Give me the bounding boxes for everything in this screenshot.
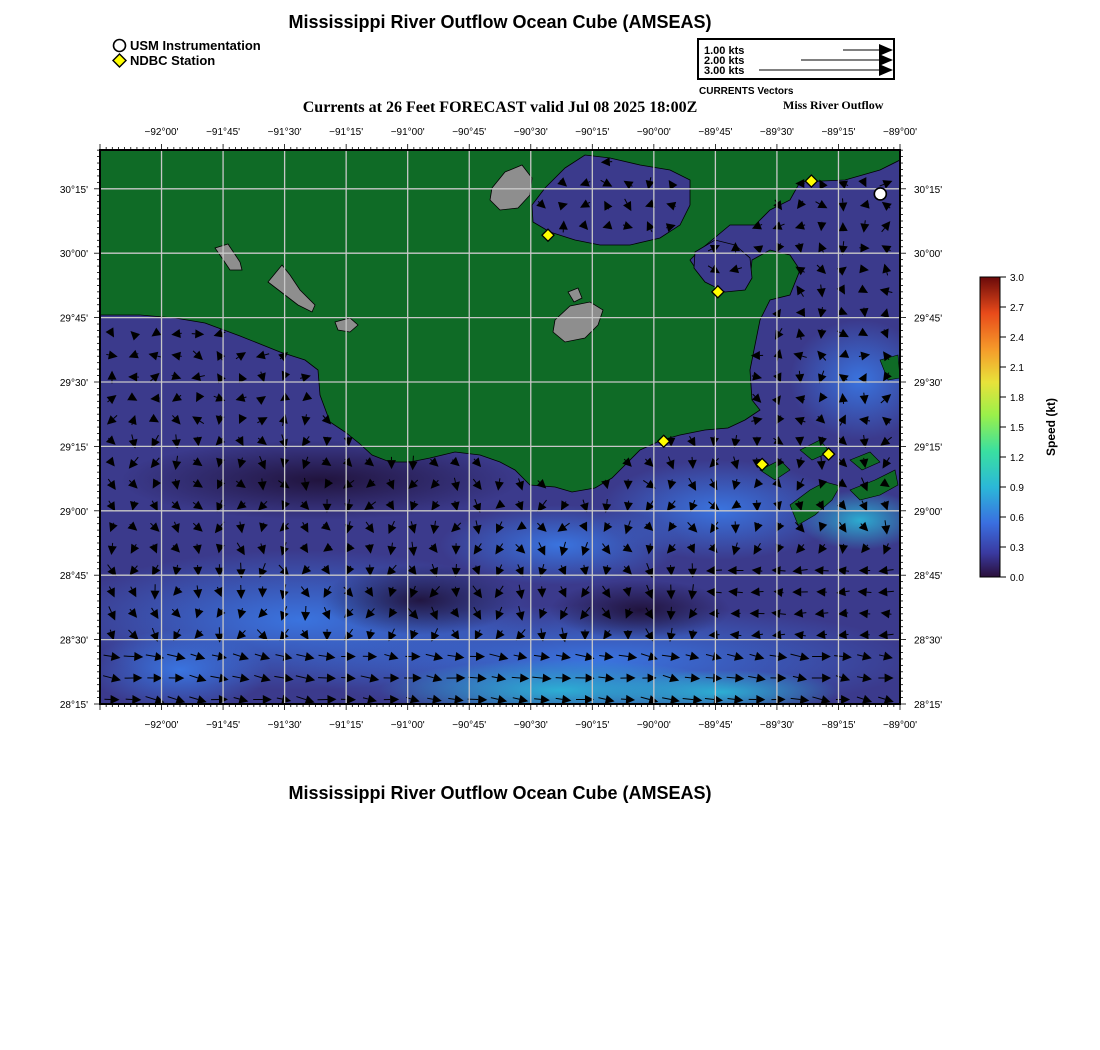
longitude-tick-label: −90°00' — [636, 127, 671, 138]
colorbar-tick-label: 3.0 — [1010, 273, 1024, 284]
vector-key-entry-1: 1.00 kts — [704, 45, 745, 57]
usm-station-marker — [874, 188, 886, 200]
map-subtitle: Currents at 26 Feet FORECAST valid Jul 08 2025 18:00Z — [302, 99, 698, 116]
latitude-labels-left — [60, 185, 88, 711]
longitude-tick-label: −91°45' — [206, 720, 241, 731]
latitude-tick-label: 29°45' — [914, 313, 943, 325]
latitude-tick-label: 29°00' — [59, 506, 88, 518]
longitude-tick-label: −90°30' — [513, 720, 548, 731]
speed-colorbar — [960, 270, 1070, 590]
longitude-tick-label: −89°00' — [883, 720, 917, 731]
latitude-tick-label: 28°15' — [59, 700, 88, 711]
colorbar-tick-label: 0.9 — [1010, 483, 1024, 494]
longitude-tick-label: −89°15' — [821, 720, 856, 731]
latitude-tick-label: 28°45' — [59, 571, 88, 583]
longitude-labels-top — [145, 127, 918, 138]
vector-key-entry-2: 2.00 kts — [704, 55, 745, 67]
longitude-labels-bottom — [145, 720, 918, 731]
longitude-tick-label: −91°45' — [206, 127, 241, 138]
longitude-tick-label: −90°00' — [636, 720, 671, 731]
latitude-tick-label: 28°30' — [914, 635, 943, 647]
colorbar-ticks — [1000, 273, 1024, 584]
page-title: Mississippi River Outflow Ocean Cube (AMSEAS) — [288, 12, 712, 32]
longitude-tick-label: −89°00' — [883, 127, 917, 138]
colorbar-tick-label: 2.4 — [1010, 333, 1024, 344]
latitude-tick-label: 29°30' — [914, 378, 943, 389]
colorbar-tick-label: 2.1 — [1010, 363, 1024, 374]
longitude-tick-label: −91°30' — [267, 127, 302, 138]
colorbar-tick-label: 1.5 — [1010, 423, 1024, 434]
longitude-tick-label: −92°00' — [144, 720, 179, 731]
latitude-tick-label: 29°00' — [914, 506, 943, 518]
latitude-tick-label: 28°45' — [914, 571, 943, 583]
latitude-tick-label: 28°15' — [914, 700, 943, 711]
longitude-tick-label: −91°30' — [267, 720, 302, 731]
longitude-tick-label: −90°15' — [575, 720, 610, 731]
usm-legend-label: USM Instrumentation — [130, 38, 261, 53]
longitude-tick-label: −89°30' — [759, 720, 794, 731]
longitude-tick-label: −90°45' — [452, 720, 487, 731]
colorbar-gradient — [980, 277, 1000, 577]
longitude-tick-label: −89°45' — [698, 720, 733, 731]
vector-key-caption: CURRENTS Vectors — [699, 86, 794, 97]
longitude-tick-label: −91°00' — [390, 127, 425, 138]
latitude-tick-label: 29°45' — [59, 313, 88, 325]
colorbar-tick-label: 1.8 — [1010, 393, 1024, 404]
longitude-tick-label: −89°30' — [759, 127, 794, 138]
colorbar-tick-label: 0.0 — [1010, 573, 1024, 584]
longitude-tick-label: −91°15' — [329, 720, 364, 731]
colorbar-tick-label: 1.2 — [1010, 453, 1024, 464]
ndbc-legend-label: NDBC Station — [130, 53, 216, 68]
latitude-tick-label: 29°15' — [59, 442, 88, 454]
longitude-tick-label: −90°30' — [513, 127, 548, 138]
longitude-tick-label: −90°45' — [452, 127, 487, 138]
longitude-tick-label: −91°00' — [390, 720, 425, 731]
latitude-tick-label: 30°00' — [914, 249, 943, 261]
latitude-tick-label: 30°15' — [914, 184, 943, 196]
page-title-repeat: Mississippi River Outflow Ocean Cube (AMSEAS) — [288, 783, 712, 803]
latitude-tick-label: 29°30' — [59, 378, 88, 389]
latitude-tick-label: 28°30' — [59, 635, 88, 647]
colorbar-tick-label: 0.3 — [1010, 543, 1024, 554]
longitude-tick-label: −91°15' — [329, 127, 364, 138]
colorbar-label: Speed (kt) — [1044, 397, 1058, 457]
longitude-tick-label: −89°45' — [698, 127, 733, 138]
vector-key-entry-3: 3.00 kts — [704, 65, 745, 77]
colorbar-tick-label: 0.6 — [1010, 513, 1024, 524]
latitude-labels-right — [914, 185, 942, 711]
longitude-tick-label: −92°00' — [144, 127, 179, 138]
latitude-tick-label: 29°15' — [914, 442, 943, 454]
latitude-tick-label: 30°15' — [59, 184, 88, 196]
longitude-tick-label: −89°15' — [821, 127, 856, 138]
latitude-tick-label: 30°00' — [59, 249, 88, 261]
colorbar-tick-label: 2.7 — [1010, 303, 1024, 314]
longitude-tick-label: −90°15' — [575, 127, 610, 138]
region-label: Miss River Outflow — [783, 98, 884, 112]
